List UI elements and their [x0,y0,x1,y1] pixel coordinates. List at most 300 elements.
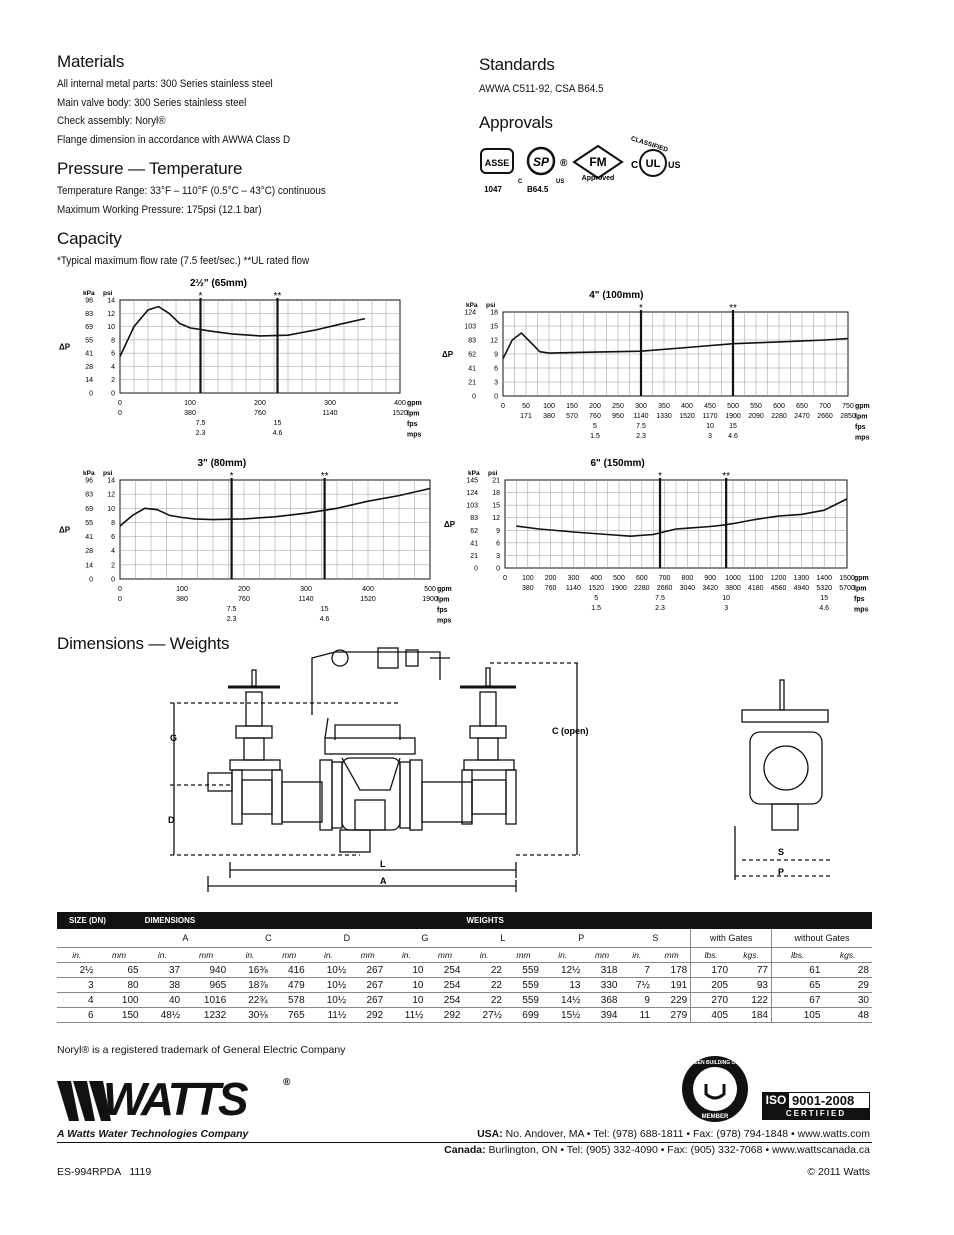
y-tick-kpa: 124 [466,490,478,498]
y-tick-kpa: 83 [85,491,93,499]
table-cell: 27½ [463,1008,505,1023]
table-cell: 150 [97,1008,142,1023]
y-tick-psi: 14 [107,297,115,305]
x-unit-label: lpm [407,410,420,418]
unit-cell: lbs. [771,948,823,963]
table-cell: 37 [142,963,184,978]
y-header-kpa: kPa [83,470,95,477]
table-cell: 394 [584,1008,621,1023]
capacity-note: *Typical maximum flow rate (7.5 feet/sec.) **UL rated flow [57,255,310,267]
table-cell: 559 [505,993,542,1008]
canada-info: Burlington, ON • Tel: (905) 332-4090 • Fax: (905) 332-7068 • www.wattscanada.ca [488,1144,870,1156]
y-tick-psi: 3 [496,552,500,560]
x-tick-gpm: 250 [612,403,624,410]
table-cell: 48½ [142,1008,184,1023]
x-tick-fps: 5 [594,595,599,602]
table-cell: 368 [584,993,621,1008]
x-tick-mps: 2.3 [226,616,237,623]
x-tick-gpm: 100 [543,403,555,410]
x-tick-lpm: 380 [543,413,555,420]
x-tick-gpm: 100 [521,575,534,582]
dim-label-g: G [170,733,178,743]
x-tick-lpm: 1170 [702,413,718,420]
x-tick-lpm: 570 [566,413,578,420]
materials-list [57,75,316,149]
x-tick-lpm: 1520 [679,413,695,420]
table-cell: 11 [620,1008,652,1023]
x-unit-label: mps [854,606,869,614]
y-tick-kpa: 21 [468,379,476,387]
y-tick-psi: 3 [494,379,498,387]
ul-classified: CLASSIFIED [629,135,669,154]
unit-cell: mm [97,948,142,963]
x-tick-lpm: 1140 [322,410,338,417]
tagline: A Watts Water Technologies Company [57,1128,249,1140]
y-tick-psi: 12 [490,337,498,345]
x-tick-fps: 7.5 [636,423,646,430]
x-tick-gpm: 150 [566,403,578,410]
y-axis-label: ΔP [59,342,71,352]
y-tick-kpa: 0 [474,565,478,573]
table-cell: 292 [349,1008,386,1023]
svg-text:®: ® [560,158,568,169]
table-cell: 416 [271,963,308,978]
x-tick-mps: 2.3 [636,433,646,440]
x-tick-gpm: 700 [819,403,831,410]
unit-cell: in. [386,948,426,963]
x-tick-gpm: 300 [324,400,336,407]
table-cell: 30 [823,993,872,1008]
x-tick-gpm: 550 [750,403,762,410]
x-tick-gpm: 200 [254,400,266,407]
x-tick-lpm: 2660 [817,413,833,420]
x-tick-gpm: 300 [567,575,580,582]
group-without-gates: without Gates [771,929,872,948]
x-tick-lpm: 380 [176,596,188,603]
table-cell: 10½ [308,978,350,993]
table-cell: 405 [691,1008,731,1023]
pressure-heading: Pressure — Temperature [57,159,243,178]
x-tick-gpm: 400 [590,575,603,582]
x-tick-mps: 4.6 [319,616,330,623]
x-tick-lpm: 0 [118,596,122,603]
y-tick-psi: 6 [496,540,500,548]
table-cell: 559 [505,963,542,978]
table-cell: 18⅞ [229,978,271,993]
table-cell: 10 [386,978,426,993]
unit-cell: in. [620,948,652,963]
unit-cell: kgs. [823,948,872,963]
x-tick-mps: 4.6 [272,430,283,437]
unit-cell: lbs. [691,948,731,963]
table-cell: 6 [57,1008,97,1023]
x-tick-mps: 1.5 [591,605,602,612]
chart-4in [438,284,868,446]
x-tick-gpm: 1300 [793,575,810,582]
asse-number: 1047 [484,185,502,194]
y-tick-kpa: 0 [89,576,93,584]
table-cell: 191 [653,978,691,993]
unit-cell: mm [505,948,542,963]
table-cell: 11½ [386,1008,426,1023]
x-tick-gpm: 1100 [748,575,764,582]
table-cell: 254 [427,963,464,978]
y-tick-kpa: 83 [470,515,478,523]
y-tick-kpa: 62 [468,351,476,359]
x-unit-label: lpm [855,413,868,421]
x-tick-gpm: 50 [522,403,530,410]
table-cell: 479 [271,978,308,993]
asse-text: ASSE [484,158,510,168]
iso-badge [762,1092,870,1120]
fm-text: FM [589,155,607,169]
unit-cell: mm [349,948,386,963]
approvals-heading: Approvals [479,113,553,132]
table-cell: 22 [463,963,505,978]
x-tick-lpm: 1520 [588,585,604,592]
x-tick-lpm: 1900 [611,585,627,592]
x-tick-lpm: 2850 [840,413,856,420]
y-tick-kpa: 28 [85,548,93,556]
chart-6in [438,452,868,620]
x-unit-label: gpm [407,400,422,407]
y-tick-kpa: 96 [85,297,93,305]
x-tick-lpm: 2090 [748,413,764,420]
y-tick-psi: 9 [496,527,500,535]
x-tick-gpm: 500 [727,403,739,410]
y-tick-psi: 6 [494,365,498,373]
materials-line: Check assembly: Noryl® [57,115,166,127]
table-cell: 65 [97,963,142,978]
dims-header: DIMENSIONS [142,912,464,929]
y-tick-psi: 4 [111,363,115,371]
y-tick-kpa: 28 [85,363,93,371]
table-cell: 12½ [542,963,584,978]
x-tick-lpm: 2660 [656,585,673,592]
standards-text: AWWA C511-92, CSA B64.5 [479,83,604,95]
chart-title: 2½" (65mm) [190,278,247,289]
csa-text: SP [532,155,550,169]
csa-number: B64.5 [527,185,549,194]
table-cell: 7 [620,963,652,978]
table-cell: 330 [584,978,621,993]
x-tick-lpm: 5320 [816,585,832,592]
y-tick-kpa: 0 [89,390,93,398]
y-tick-psi: 2 [111,377,115,385]
group-a: A [142,929,230,948]
y-tick-kpa: 0 [472,393,476,401]
y-header-kpa: kPa [466,302,478,309]
table-cell: 15½ [542,1008,584,1023]
x-tick-lpm: 1520 [360,596,376,603]
pressure-line: Temperature Range: 33°F – 110°F (0.5°C – 43°C) continuous [57,185,326,197]
unit-cell: in. [229,948,271,963]
table-cell: 559 [505,978,542,993]
unit-row [57,948,872,963]
y-tick-kpa: 103 [466,502,478,510]
unit-cell: in. [57,948,97,963]
unit-cell: mm [271,948,308,963]
x-tick-gpm: 300 [635,403,647,410]
table-cell: 267 [349,963,386,978]
x-unit-label: fps [407,421,418,428]
y-tick-kpa: 41 [470,540,478,548]
table-cell: 93 [731,978,771,993]
table-cell: 30⅛ [229,1008,271,1023]
table-cell: 318 [584,963,621,978]
y-axis-label: ΔP [59,525,71,535]
table-cell: 10 [386,963,426,978]
x-tick-lpm: 1140 [298,596,314,603]
x-unit-label: gpm [437,586,452,593]
y-tick-kpa: 69 [85,324,93,332]
x-tick-lpm: 760 [254,410,266,417]
x-tick-gpm: 0 [501,403,505,410]
x-tick-gpm: 400 [394,400,406,407]
iso-certified: CERTIFIED [763,1108,869,1119]
table-cell: 765 [271,1008,308,1023]
pressure-loss-curve [120,307,365,357]
table-cell: 105 [771,1008,823,1023]
table-cell: 2½ [57,963,97,978]
x-tick-lpm: 760 [544,585,557,592]
table-cell: 10½ [308,963,350,978]
x-unit-label: lpm [854,585,867,593]
table-cell: 22 [463,993,505,1008]
ul-text: UL [645,158,661,170]
x-tick-gpm: 1400 [816,575,832,582]
x-tick-fps: 5 [593,423,597,430]
unit-cell: mm [653,948,691,963]
x-tick-lpm: 760 [589,413,601,420]
x-tick-lpm: 1900 [422,596,438,603]
unit-cell: in. [542,948,584,963]
y-tick-kpa: 145 [466,477,478,485]
table-cell: 1016 [183,993,229,1008]
group-g: G [386,929,463,948]
y-tick-psi: 0 [496,565,500,573]
usgbc-member: MEMBER [701,1114,729,1120]
group-with-gates: with Gates [691,929,772,948]
ul-us: US [668,160,681,170]
x-tick-mps: 3 [708,433,712,440]
y-tick-kpa: 41 [85,350,93,358]
x-tick-gpm: 600 [635,575,648,582]
x-tick-gpm: 200 [544,575,557,582]
y-tick-kpa: 55 [85,337,93,345]
table-cell: 38 [142,978,184,993]
table-cell: 1232 [183,1008,229,1023]
y-tick-psi: 15 [490,323,498,331]
y-tick-psi: 12 [107,491,115,499]
y-tick-kpa: 14 [85,562,93,570]
x-tick-lpm: 3800 [725,585,741,592]
table-row [57,978,872,993]
x-tick-lpm: 2470 [794,413,810,420]
table-row [57,963,872,978]
dimensions-weights-table [57,912,872,1023]
x-tick-gpm: 200 [589,403,601,410]
x-tick-lpm: 380 [521,585,534,592]
usgbc-member-icon [675,1054,755,1124]
table-cell: 229 [653,993,691,1008]
x-unit-label: fps [854,596,865,603]
chart-3in [55,452,452,630]
canada-contact [444,1144,870,1156]
y-tick-kpa: 69 [85,505,93,513]
y-tick-kpa: 83 [85,310,93,318]
x-unit-label: mps [855,434,870,442]
x-tick-gpm: 1000 [725,575,741,582]
y-axis-label: ΔP [442,350,454,359]
x-tick-fps: 15 [820,595,829,602]
table-cell: 7½ [620,978,652,993]
x-tick-fps: 15 [729,423,737,430]
table-cell: 279 [653,1008,691,1023]
ul-classified-logo-icon [630,135,681,176]
x-tick-gpm: 0 [118,586,122,593]
x-tick-lpm: 5700 [839,585,855,592]
x-tick-gpm: 700 [658,575,671,582]
chart-title: 3" (80mm) [197,458,247,469]
y-tick-kpa: 62 [470,527,478,535]
doc-id: ES-994RPDA 1119 [57,1166,152,1178]
y-tick-kpa: 103 [464,323,476,331]
x-tick-lpm: 4940 [793,585,810,592]
group-row [57,929,872,948]
y-tick-psi: 12 [107,310,115,318]
table-cell: 3 [57,978,97,993]
y-tick-kpa: 41 [85,534,93,542]
x-tick-gpm: 400 [362,586,374,593]
y-header-kpa: kPa [468,470,480,477]
y-tick-psi: 0 [494,393,498,401]
standards-heading: Standards [479,55,555,74]
x-tick-lpm: 1140 [633,413,649,420]
x-tick-mps: 3 [724,605,729,612]
y-tick-psi: 0 [111,576,115,584]
table-cell: 122 [731,993,771,1008]
y-tick-psi: 2 [111,562,115,570]
y-tick-kpa: 96 [85,477,93,485]
x-tick-lpm: 1520 [392,410,408,417]
x-tick-gpm: 600 [773,403,785,410]
x-tick-lpm: 2280 [771,413,787,420]
table-cell: 13 [542,978,584,993]
x-tick-gpm: 0 [118,400,122,407]
table-header [57,912,872,929]
y-tick-psi: 14 [107,477,115,485]
y-tick-psi: 18 [490,309,498,317]
dimensions-heading: Dimensions — Weights [57,634,230,653]
y-tick-kpa: 124 [464,309,476,317]
x-tick-mps: 4.6 [728,433,738,440]
materials-heading: Materials [57,52,125,71]
x-tick-lpm: 1140 [565,585,581,592]
x-unit-label: fps [437,607,448,614]
x-tick-lpm: 380 [184,410,196,417]
table-cell: 29 [823,978,872,993]
group-d: D [308,929,387,948]
x-tick-gpm: 400 [681,403,693,410]
x-tick-gpm: 350 [658,403,670,410]
chart-title: 6" (150mm) [590,458,645,469]
table-cell: 67 [771,993,823,1008]
x-tick-lpm: 3040 [679,585,696,592]
group-p: P [542,929,621,948]
group-s: S [620,929,690,948]
y-tick-kpa: 41 [468,365,476,373]
x-tick-lpm: 3420 [702,585,718,592]
pressure-line: Maximum Working Pressure: 175psi (12.1 bar) [57,203,262,216]
table-row [57,993,872,1008]
table-cell: 965 [183,978,229,993]
table-cell: 699 [505,1008,542,1023]
fm-approved-logo-icon [574,146,622,182]
y-header-psi: psi [103,290,113,297]
ul-c: C [631,160,639,171]
materials-line: All internal metal parts: 300 Series stainless steel [57,78,273,90]
x-tick-lpm: 1900 [725,413,741,420]
dim-label-a: A [380,876,387,886]
table-cell: 40 [142,993,184,1008]
x-unit-label: mps [407,431,422,439]
x-tick-fps: 10 [722,595,731,602]
x-tick-fps: 7.5 [195,420,206,427]
usa-contact [477,1128,870,1140]
x-tick-gpm: 100 [176,586,188,593]
flow-marker-label: ** [722,471,731,482]
table-cell: 14½ [542,993,584,1008]
flow-marker-label: ** [320,471,329,482]
x-tick-gpm: 500 [424,586,436,593]
dim-label-p: P [778,867,785,877]
y-tick-psi: 6 [111,534,115,542]
x-tick-fps: 15 [273,420,282,427]
iso-number: 9001-2008 [792,1093,855,1108]
x-unit-label: mps [437,617,452,625]
flow-marker-label: * [198,291,203,302]
table-cell: 578 [271,993,308,1008]
csa-us: US [556,179,565,185]
flow-marker-label: * [639,303,643,314]
x-tick-gpm: 900 [704,575,717,582]
noryl-note: Noryl® is a registered trademark of General Electric Company [57,1044,346,1056]
y-tick-psi: 10 [107,324,115,332]
table-cell: 178 [653,963,691,978]
y-tick-psi: 6 [111,350,115,358]
x-tick-mps: 2.3 [655,605,665,612]
unit-cell: in. [308,948,350,963]
x-tick-lpm: 4180 [748,585,764,592]
materials-line: Main valve body: 300 Series stainless steel [57,96,247,109]
valve-dimension-diagram [160,640,860,895]
y-tick-kpa: 14 [85,377,93,385]
x-tick-fps: 15 [320,606,329,613]
unit-cell: in. [463,948,505,963]
copyright: © 2011 Watts [807,1166,870,1178]
y-tick-kpa: 83 [468,337,476,345]
table-cell: 254 [427,978,464,993]
x-tick-mps: 4.6 [819,605,830,612]
table-cell: 10 [386,993,426,1008]
table-cell: 16⅜ [229,963,271,978]
x-tick-gpm: 500 [613,575,625,582]
table-cell: 254 [427,993,464,1008]
x-tick-mps: 1.5 [590,433,600,440]
x-tick-lpm: 950 [612,413,624,420]
unit-cell: mm [584,948,621,963]
